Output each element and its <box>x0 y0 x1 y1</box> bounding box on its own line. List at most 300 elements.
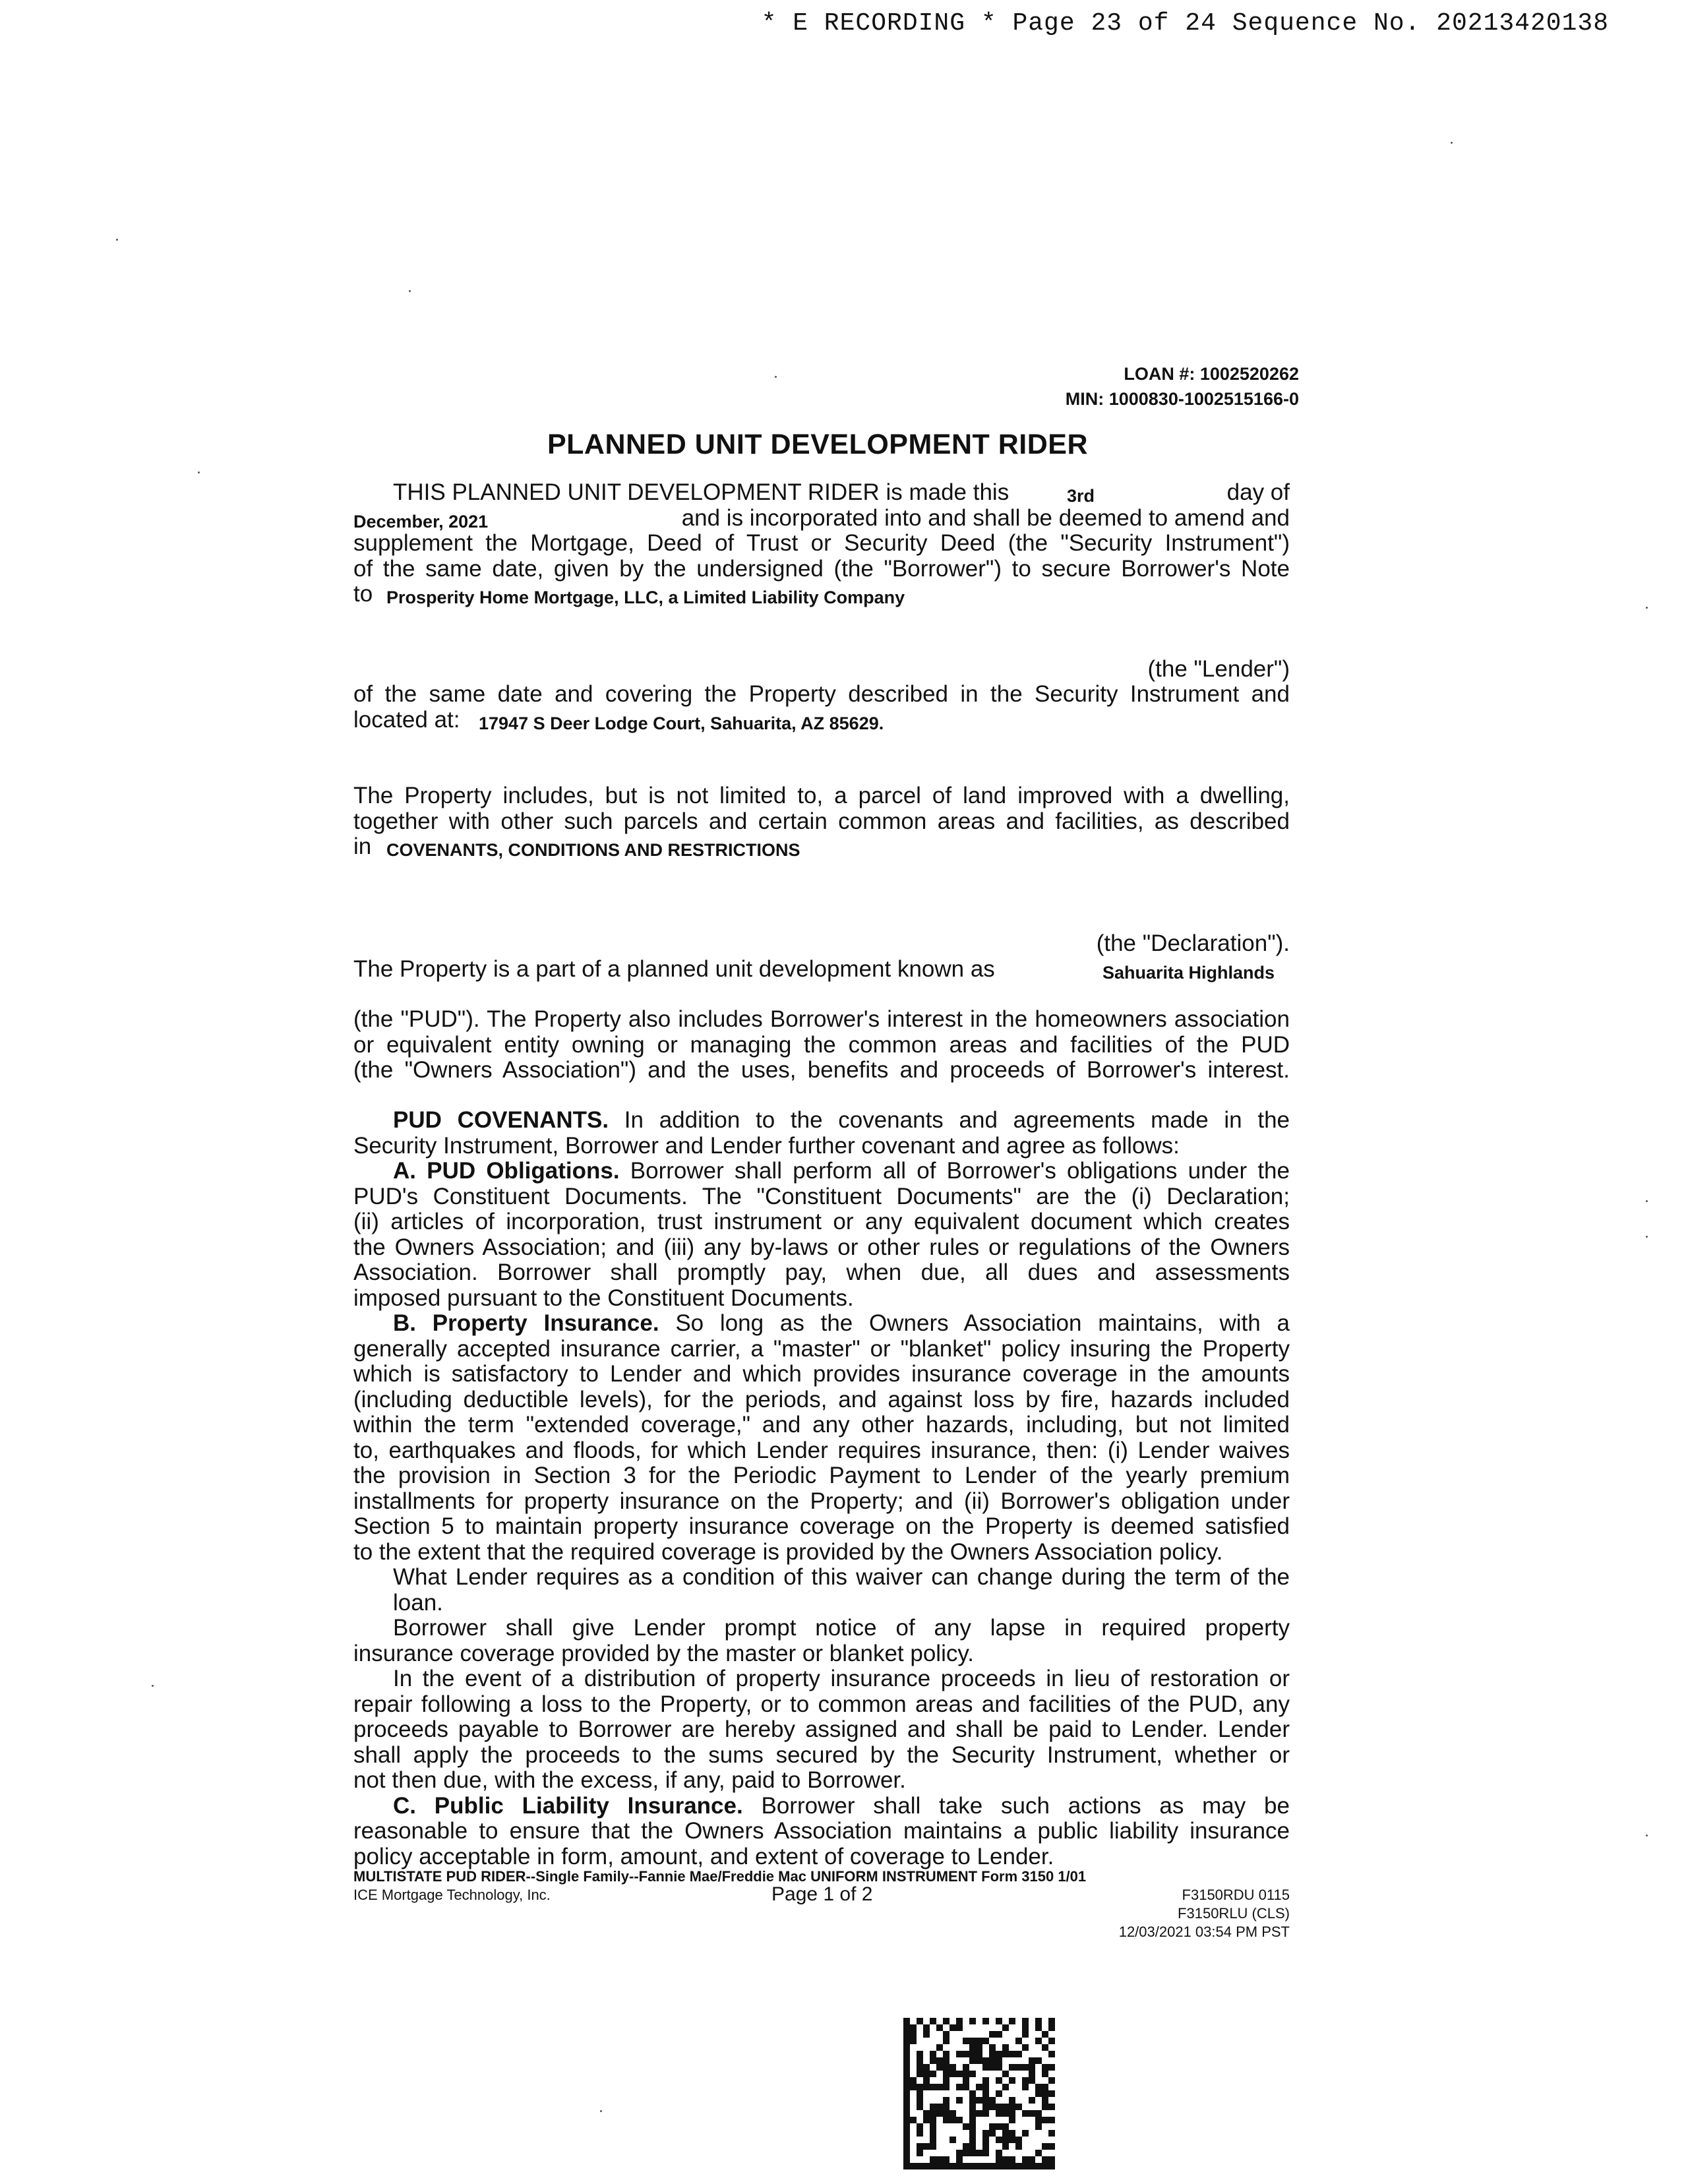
barcode-cell <box>1048 2156 1055 2163</box>
barcode-cell <box>976 2057 982 2064</box>
barcode-cell <box>1002 2123 1009 2130</box>
barcode-cell <box>982 2097 989 2104</box>
barcode-cell <box>963 2163 969 2169</box>
barcode-cell <box>989 2051 996 2057</box>
barcode-cell <box>930 2071 936 2077</box>
barcode-cell <box>969 2071 976 2077</box>
barcode-cell <box>930 2117 936 2123</box>
barcode-cell <box>943 2038 950 2044</box>
barcode-cell <box>982 2104 989 2110</box>
barcode-cell <box>1002 2163 1009 2169</box>
barcode-cell <box>1022 2018 1029 2024</box>
section-a-6: imposed pursuant to the Constituent Documents. <box>353 1285 854 1311</box>
barcode-cell <box>930 2130 936 2137</box>
intro-line-2: and is incorporated into and shall be deemed to amend and <box>681 504 1290 531</box>
barcode-cell <box>963 2150 969 2156</box>
scan-speck <box>1646 607 1648 609</box>
barcode-cell <box>923 2143 930 2150</box>
barcode-cell <box>1029 2077 1035 2084</box>
barcode-cell <box>1002 2071 1009 2077</box>
barcode-cell <box>1009 2130 1015 2137</box>
barcode-cell <box>956 2163 963 2169</box>
footer-company-name: ICE Mortgage Technology, Inc. <box>353 1887 551 1903</box>
barcode-cell <box>1035 2057 1042 2064</box>
barcode-cell <box>1002 2044 1009 2051</box>
barcode-cell <box>1048 2064 1055 2071</box>
barcode-cell <box>903 2057 910 2064</box>
barcode-cell <box>982 2038 989 2044</box>
barcode-cell <box>976 2097 982 2104</box>
barcode-cell <box>1009 2156 1015 2163</box>
barcode-cell <box>950 2137 956 2143</box>
barcode-cell <box>1042 2084 1048 2090</box>
section-b-18: not then due, with the excess, if any, paid to Borrower. <box>353 1767 906 1793</box>
pud-line-3: or equivalent entity owning or managing the common areas and facilities of the PUD <box>353 1031 1290 1058</box>
barcode-cell <box>956 2071 963 2077</box>
section-c-3: policy acceptable in form, amount, and extent of coverage to Lender. <box>353 1843 1054 1869</box>
pud-known-as: The Property is a part of a planned unit development known as <box>353 956 995 982</box>
day-value: 3rd <box>1067 486 1095 506</box>
barcode-cell <box>996 2090 1002 2097</box>
section-b-3: which is satisfactory to Lender and which provides insurance coverage in the amounts <box>353 1361 1290 1387</box>
barcode-cell <box>1029 2097 1035 2104</box>
barcode-cell <box>996 2150 1002 2156</box>
barcode-cell <box>903 2150 910 2156</box>
barcode-cell <box>1035 2090 1042 2097</box>
barcode-cell <box>976 2150 982 2156</box>
barcode-cell <box>969 2117 976 2123</box>
barcode-cell <box>963 2143 969 2150</box>
barcode-cell <box>943 2057 950 2064</box>
intro-line-3: supplement the Mortgage, Deed of Trust or Security Deed (the "Security Instrument") <box>353 530 1290 556</box>
barcode-cell <box>989 2044 996 2051</box>
section-b-12: Borrower shall give Lender prompt notice of any lapse in required property <box>393 1615 1290 1641</box>
declaration-value: COVENANTS, CONDITIONS AND RESTRICTIONS <box>386 840 800 860</box>
barcode-cell <box>1009 2051 1015 2057</box>
property-in: in <box>353 834 372 859</box>
barcode-cell <box>1002 2143 1009 2150</box>
property-line-2: together with other such parcels and certain common areas and facilities, as described <box>353 808 1290 834</box>
barcode-cell <box>930 2123 936 2130</box>
barcode-cell <box>1042 2163 1048 2169</box>
barcode-cell <box>1042 2156 1048 2163</box>
barcode-cell <box>903 2051 910 2057</box>
barcode-cell <box>923 2071 930 2077</box>
barcode-cell <box>996 2104 1002 2110</box>
footer-timestamp: 12/03/2021 03:54 PM PST <box>1118 1924 1290 1940</box>
barcode-cell <box>956 2097 963 2104</box>
barcode-cell <box>1009 2077 1015 2084</box>
barcode-cell <box>1022 2024 1029 2031</box>
barcode-cell <box>910 2031 917 2038</box>
footer-code-1: F3150RDU 0115 <box>1182 1887 1290 1903</box>
barcode-cell <box>956 2150 963 2156</box>
barcode-cell <box>956 2024 963 2031</box>
barcode-cell <box>930 2156 936 2163</box>
barcode-cell <box>923 2031 930 2038</box>
barcode-cell <box>903 2077 910 2084</box>
barcode-cell <box>1022 2064 1029 2071</box>
barcode-cell <box>989 2097 996 2104</box>
barcode-cell <box>1002 2024 1009 2031</box>
section-b-4: (including deductible levels), for the periods, and against loss by fire, hazards included <box>353 1386 1290 1412</box>
barcode-cell <box>989 2123 996 2130</box>
barcode-cell <box>996 2031 1002 2038</box>
barcode-cell <box>1042 2031 1048 2038</box>
barcode-cell <box>1009 2097 1015 2104</box>
barcode-cell <box>1035 2018 1042 2024</box>
barcode-cell <box>930 2018 936 2024</box>
barcode-cell <box>989 2057 996 2064</box>
barcode-cell <box>996 2077 1002 2084</box>
barcode-cell <box>903 2097 910 2104</box>
section-b-2: generally accepted insurance carrier, a "master" or "blanket" policy insuring the Property <box>353 1335 1290 1362</box>
barcode-cell <box>982 2130 989 2137</box>
covenants-intro-b: Security Instrument, Borrower and Lender further covenant and agree as follows: <box>353 1132 1180 1159</box>
barcode-cell <box>989 2104 996 2110</box>
barcode-cell <box>969 2051 976 2057</box>
barcode-cell <box>943 2104 950 2110</box>
barcode-cell <box>903 2090 910 2097</box>
barcode-cell <box>903 2038 910 2044</box>
barcode-cell <box>923 2110 930 2117</box>
footer-page-number: Page 1 of 2 <box>771 1883 873 1905</box>
barcode-cell <box>969 2090 976 2097</box>
footer-codes <box>1055 1886 1290 1941</box>
barcode-cell <box>1015 2051 1022 2057</box>
section-b-16: proceeds payable to Borrower are hereby assigned and shall be paid to Lender. Lender <box>353 1716 1290 1742</box>
barcode-cell <box>956 2084 963 2090</box>
intro-day-of: day of <box>1226 479 1290 505</box>
barcode-cell <box>930 2137 936 2143</box>
barcode-cell <box>963 2064 969 2071</box>
section-c-1: Borrower shall take such actions as may be <box>761 1792 1290 1819</box>
barcode-cell <box>1009 2117 1015 2123</box>
barcode-cell <box>943 2077 950 2084</box>
section-a-1: Borrower shall perform all of Borrower's obligations under the <box>630 1158 1290 1184</box>
barcode-cell <box>903 2163 910 2169</box>
barcode-cell <box>910 2024 917 2031</box>
barcode-cell <box>1048 2038 1055 2044</box>
property-paragraph <box>353 783 1290 860</box>
barcode-cell <box>969 2143 976 2150</box>
section-a-heading: A. PUD Obligations. <box>393 1158 620 1184</box>
barcode-cell <box>1009 2163 1015 2169</box>
barcode-cell <box>989 2064 996 2071</box>
barcode-cell <box>930 2143 936 2150</box>
barcode-cell <box>936 2064 943 2071</box>
barcode-cell <box>936 2024 943 2031</box>
barcode-cell <box>963 2038 969 2044</box>
footer-form-line: MULTISTATE PUD RIDER--Single Family--Fannie Mae/Freddie Mac UNIFORM INSTRUMENT Form 3150 1/01 <box>353 1868 1087 1885</box>
barcode-cell <box>936 2163 943 2169</box>
barcode-cell <box>1022 2031 1029 2038</box>
barcode-cell <box>1035 2123 1042 2130</box>
barcode-cell <box>1015 2064 1022 2071</box>
pud-line-4: (the "Owners Association") and the uses, benefits and proceeds of Borrower's interest. <box>353 1057 1290 1083</box>
barcode-cell <box>982 2064 989 2071</box>
barcode-cell <box>1022 2130 1029 2137</box>
barcode-cell <box>1029 2156 1035 2163</box>
section-a-5: Association. Borrower shall promptly pay, when due, all dues and assessments <box>353 1259 1290 1285</box>
barcode-cell <box>1002 2137 1009 2143</box>
barcode-cell <box>1029 2057 1035 2064</box>
barcode-cell <box>1015 2038 1022 2044</box>
barcode-cell <box>1035 2084 1042 2090</box>
barcode-cell <box>930 2057 936 2064</box>
barcode-cell <box>950 2024 956 2031</box>
barcode-cell <box>963 2123 969 2130</box>
barcode-cell <box>910 2084 917 2090</box>
barcode-cell <box>943 2031 950 2038</box>
barcode-cell <box>903 2156 910 2163</box>
barcode-cell <box>989 2130 996 2137</box>
scan-speck <box>198 471 200 473</box>
barcode-cell <box>943 2097 950 2104</box>
barcode-cell <box>982 2143 989 2150</box>
barcode-cell <box>989 2163 996 2169</box>
barcode-cell <box>903 2110 910 2117</box>
barcode-cell <box>1009 2018 1015 2024</box>
date-value: December, 2021 <box>353 511 489 531</box>
barcode-cell <box>950 2064 956 2071</box>
barcode-cell <box>1022 2044 1029 2051</box>
section-b-7: the provision in Section 3 for the Periodic Payment to Lender of the yearly premium <box>353 1463 1290 1488</box>
barcode-cell <box>1042 2044 1048 2051</box>
barcode-cell <box>936 2084 943 2090</box>
barcode-cell <box>910 2038 917 2044</box>
barcode-cell <box>956 2018 963 2024</box>
barcode-cell <box>903 2137 910 2143</box>
section-b-6: to, earthquakes and floods, for which Lender requires insurance, then: (i) Lender waives <box>353 1437 1290 1463</box>
barcode-cell <box>936 2156 943 2163</box>
barcode-cell <box>1009 2104 1015 2110</box>
section-b-line-1 <box>353 1311 1290 1337</box>
pud-name: Sahuarita Highlands <box>1102 963 1275 983</box>
declaration-suffix: (the "Declaration"). <box>1096 930 1290 956</box>
barcode-cell <box>1002 2110 1009 2117</box>
barcode-cell <box>1009 2110 1015 2117</box>
barcode-cell <box>996 2156 1002 2163</box>
barcode-cell <box>1009 2137 1015 2143</box>
barcode-cell <box>903 2071 910 2077</box>
barcode-cell <box>976 2084 982 2090</box>
intro-line-1: THIS PLANNED UNIT DEVELOPMENT RIDER is made this <box>393 479 1010 505</box>
section-b-9: Section 5 to maintain property insurance coverage on the Property is deemed satisfied <box>353 1513 1290 1539</box>
barcode-cell <box>1048 2018 1055 2024</box>
barcode-cell <box>943 2064 950 2071</box>
barcode-cell <box>923 2163 930 2169</box>
barcode-cell <box>917 2071 923 2077</box>
barcode-cell <box>963 2071 969 2077</box>
scan-speck <box>116 239 118 241</box>
lender-suffix: (the "Lender") <box>1147 656 1290 682</box>
intro-continued <box>353 682 1290 733</box>
barcode-cell <box>903 2024 910 2031</box>
section-b-1: So long as the Owners Association maintains, with a <box>675 1310 1290 1336</box>
section-c-2: reasonable to ensure that the Owners Association maintains a public liability insurance <box>353 1818 1290 1844</box>
barcode-cell <box>969 2110 976 2117</box>
address-value: 17947 S Deer Lodge Court, Sahuarita, AZ 85629. <box>479 713 884 733</box>
barcode-cell <box>950 2163 956 2169</box>
barcode-cell <box>963 2084 969 2090</box>
barcode-cell <box>903 2117 910 2123</box>
footer-company <box>353 1886 551 1904</box>
barcode-cell <box>982 2150 989 2156</box>
barcode-cell <box>943 2117 950 2123</box>
barcode-cell <box>910 2077 917 2084</box>
barcode-cell <box>969 2097 976 2104</box>
barcode-cell <box>917 2018 923 2024</box>
barcode-cell <box>969 2150 976 2156</box>
section-b-11: What Lender requires as a condition of this waiver can change during the term of the loan. <box>393 1564 1290 1616</box>
barcode-cell <box>1048 2104 1055 2110</box>
barcode-cell <box>950 2110 956 2117</box>
barcode-cell <box>1002 2156 1009 2163</box>
barcode-cell <box>943 2084 950 2090</box>
section-c-heading: C. Public Liability Insurance. <box>393 1792 743 1819</box>
barcode-cell <box>956 2051 963 2057</box>
scan-speck <box>1646 1835 1648 1836</box>
barcode-cell <box>996 2123 1002 2130</box>
barcode-cell <box>917 2051 923 2057</box>
barcode-cell <box>1002 2084 1009 2090</box>
barcode-cell <box>923 2064 930 2071</box>
barcode-cell <box>917 2150 923 2156</box>
barcode-cell <box>917 2143 923 2150</box>
barcode-cell <box>1015 2137 1022 2143</box>
document-title: PLANNED UNIT DEVELOPMENT RIDER <box>547 429 1089 460</box>
barcode-cell <box>1022 2163 1029 2169</box>
loan-number: LOAN #: 1002520262 <box>1124 364 1299 384</box>
barcode-cell <box>1022 2084 1029 2090</box>
barcode-cell <box>930 2104 936 2110</box>
scan-speck <box>775 376 777 378</box>
barcode-cell <box>910 2117 917 2123</box>
barcode-cell <box>996 2018 1002 2024</box>
barcode-cell <box>910 2163 917 2169</box>
barcode-cell <box>903 2018 910 2024</box>
barcode-cell <box>1035 2024 1042 2031</box>
barcode-cell <box>936 2057 943 2064</box>
barcode-cell <box>903 2104 910 2110</box>
barcode-cell <box>930 2110 936 2117</box>
barcode-cell <box>963 2051 969 2057</box>
barcode-cell <box>930 2051 936 2057</box>
barcode-cell <box>976 2044 982 2051</box>
barcode-cell <box>1048 2090 1055 2097</box>
barcode-cell <box>996 2163 1002 2169</box>
scan-speck <box>600 2110 602 2112</box>
pud-paragraph <box>353 1007 1290 1083</box>
barcode-cell <box>1042 2117 1048 2123</box>
barcode-cell <box>1048 2163 1055 2169</box>
barcode-cell <box>1035 2150 1042 2156</box>
barcode-cell <box>996 2137 1002 2143</box>
barcode-cell <box>1009 2064 1015 2071</box>
scan-speck <box>1646 1200 1648 1202</box>
barcode-cell <box>1015 2104 1022 2110</box>
barcode-cell <box>917 2057 923 2064</box>
barcode-cell <box>917 2130 923 2137</box>
barcode-cell <box>936 2104 943 2110</box>
barcode-cell <box>982 2084 989 2090</box>
barcode-cell <box>1042 2104 1048 2110</box>
barcode-cell <box>1042 2143 1048 2150</box>
barcode-cell <box>917 2123 923 2130</box>
section-b-17: shall apply the proceeds to the sums secured by the Security Instrument, whether or <box>353 1742 1290 1768</box>
intro-line-4: of the same date, given by the undersigned (the "Borrower") to secure Borrower's Note <box>353 555 1290 582</box>
barcode-cell <box>917 2097 923 2104</box>
barcode-cell <box>1048 2117 1055 2123</box>
pud-line <box>353 957 1290 983</box>
barcode-cell <box>936 2110 943 2117</box>
covenants-intro-a: In addition to the covenants and agreements made in the <box>624 1107 1290 1133</box>
barcode-cell <box>930 2163 936 2169</box>
barcode-cell <box>1042 2090 1048 2097</box>
pud-line-2: (the "PUD"). The Property also includes Borrower's interest in the homeowners association <box>353 1006 1290 1032</box>
intro-paragraph <box>353 480 1290 607</box>
barcode-cell <box>969 2018 976 2024</box>
barcode-cell <box>982 2137 989 2143</box>
barcode-cell <box>950 2071 956 2077</box>
barcode-cell <box>903 2123 910 2130</box>
barcode-cell <box>996 2064 1002 2071</box>
barcode-cell <box>903 2143 910 2150</box>
barcode-cell <box>923 2117 930 2123</box>
section-b-heading: B. Property Insurance. <box>393 1310 659 1336</box>
barcode-cell <box>969 2104 976 2110</box>
barcode-cell <box>1002 2104 1009 2110</box>
barcode-cell <box>963 2077 969 2084</box>
section-c-line-1 <box>353 1794 1290 1819</box>
barcode-cell <box>976 2051 982 2057</box>
barcode-cell <box>903 2084 910 2090</box>
barcode-cell <box>930 2084 936 2090</box>
section-b-10: to the extent that the required coverage is provided by the Owners Association policy. <box>353 1538 1223 1565</box>
barcode-cell <box>903 2130 910 2137</box>
barcode-cell <box>1002 2130 1009 2137</box>
barcode-icon <box>903 2018 1055 2169</box>
section-a-3: (ii) articles of incorporation, trust instrument or any equivalent document which creates <box>353 1209 1290 1234</box>
barcode-cell <box>1048 2130 1055 2137</box>
barcode-cell <box>1042 2064 1048 2071</box>
barcode-cell <box>1035 2163 1042 2169</box>
barcode-cell <box>982 2018 989 2024</box>
property-line-1: The Property includes, but is not limited to, a parcel of land improved with a dwelling, <box>353 783 1290 808</box>
section-b-14: In the event of a distribution of property insurance proceeds in lieu of restoration or <box>393 1666 1290 1691</box>
barcode-cell <box>943 2071 950 2077</box>
scan-speck <box>1451 142 1453 144</box>
loan-block <box>857 361 1299 411</box>
barcode-cell <box>1048 2077 1055 2084</box>
barcode-cell <box>976 2110 982 2117</box>
barcode-cell <box>936 2044 943 2051</box>
lender-value: Prosperity Home Mortgage, LLC, a Limited Liability Company <box>386 588 905 607</box>
barcode-cell <box>1042 2071 1048 2077</box>
section-a-4: the Owners Association; and (iii) any by-laws or other rules or regulations of the Owners <box>353 1234 1290 1260</box>
barcode-cell <box>943 2018 950 2024</box>
intro-line-7: of the same date and covering the Property described in the Security Instrument and <box>353 681 1290 707</box>
barcode-cell <box>917 2064 923 2071</box>
barcode-cell <box>996 2057 1002 2064</box>
barcode-cell <box>943 2110 950 2117</box>
barcode-cell <box>1048 2143 1055 2150</box>
barcode-cell <box>943 2051 950 2057</box>
scan-speck <box>152 1685 154 1687</box>
barcode-cell <box>1015 2163 1022 2169</box>
barcode-cell <box>1042 2097 1048 2104</box>
